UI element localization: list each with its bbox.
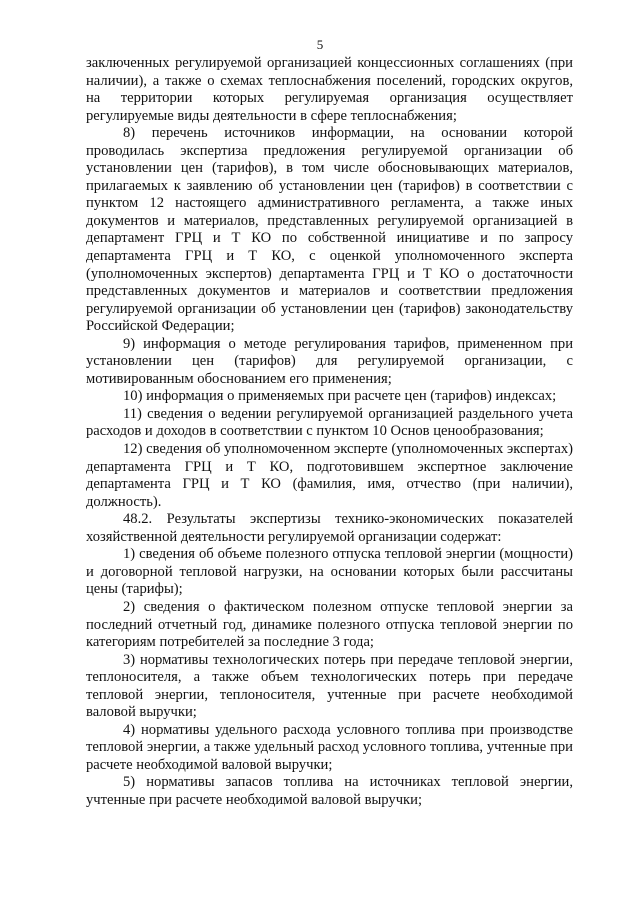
document-body	[86, 55, 573, 810]
paragraph-continuation: заключенных регулируемой организацией концессионных соглашениях (при наличии), а также о схемах теплоснабжения поселений, городских округов, на территории которых регулируемая организация осуществляет регулируемые виды деятельности в сфере теплоснабжения;	[86, 55, 573, 124]
paragraph-item-9: 9) информация о методе регулирования тарифов, примененном при установлении цен (тарифов) для регулируемой организации, с мотивированным обоснованием его применения;	[86, 335, 573, 387]
paragraph-subitem-4: 4) нормативы удельного расхода условного топлива при производстве тепловой энергии, а также удельный расход условного топлива, учтенные при расчете необходимой валовой выручки;	[86, 721, 573, 773]
paragraph-item-11: 11) сведения о ведении регулируемой организацией раздельного учета расходов и доходов в соответствии с пунктом 10 Основ ценообразования;	[86, 405, 573, 440]
paragraph-item-12: 12) сведения об уполномоченном эксперте (уполномоченных экспертах) департамента ГРЦ и Т КО, подготовившем экспертное заключение департамента ГРЦ и Т КО (фамилия, имя, отчество (при наличии), должность).	[86, 441, 573, 510]
paragraph-subitem-1: 1) сведения об объеме полезного отпуска тепловой энергии (мощности) и договорной тепловой нагрузки, на основании которых были рассчитаны цены (тарифы);	[86, 546, 573, 598]
paragraph-subitem-3: 3) нормативы технологических потерь при передаче тепловой энергии, теплоносителя, а также объем технологических потерь при передаче тепловой энергии, теплоносителя, учтенные при расчете необходимой валовой выручки;	[86, 651, 573, 721]
paragraph-subitem-2: 2) сведения о фактическом полезном отпуске тепловой энергии за последний отчетный год, динамике полезного отпуска тепловой энергии по категориям потребителей за последние 3 года;	[86, 598, 573, 651]
page-number: 5	[316, 37, 324, 52]
paragraph-section-48-2: 48.2. Результаты экспертизы технико-экономических показателей хозяйственной деятельности регулируемой организации содержат:	[86, 511, 573, 545]
paragraph-item-10: 10) информация о применяемых при расчете цен (тарифов) индексах;	[123, 388, 557, 405]
paragraph-item-8: 8) перечень источников информации, на основании которой проводилась экспертиза предложения регулируемой организации об установлении цен (тарифов), в том числе обосновывающих материалов, прилагаемых к заявлению об установлении цен (тарифов) в соответствии с пунктом 12 настоящего административного регламента, а также иных документов и материалов, представленных регулируемой организацией в департамент ГРЦ и Т КО по собственной инициативе и по запросу департамента ГРЦ и Т КО, с оценкой уполномоченного эксперта (уполномоченных экспертов) департамента ГРЦ и Т КО о достаточности представленных документов и материалов и соответствии предложения регулируемой организации об установлении цен (тарифов) законодательству Российской Федерации;	[86, 125, 573, 335]
paragraph-subitem-5: 5) нормативы запасов топлива на источниках тепловой энергии, учтенные при расчете необходимой валовой выручки;	[86, 774, 573, 808]
